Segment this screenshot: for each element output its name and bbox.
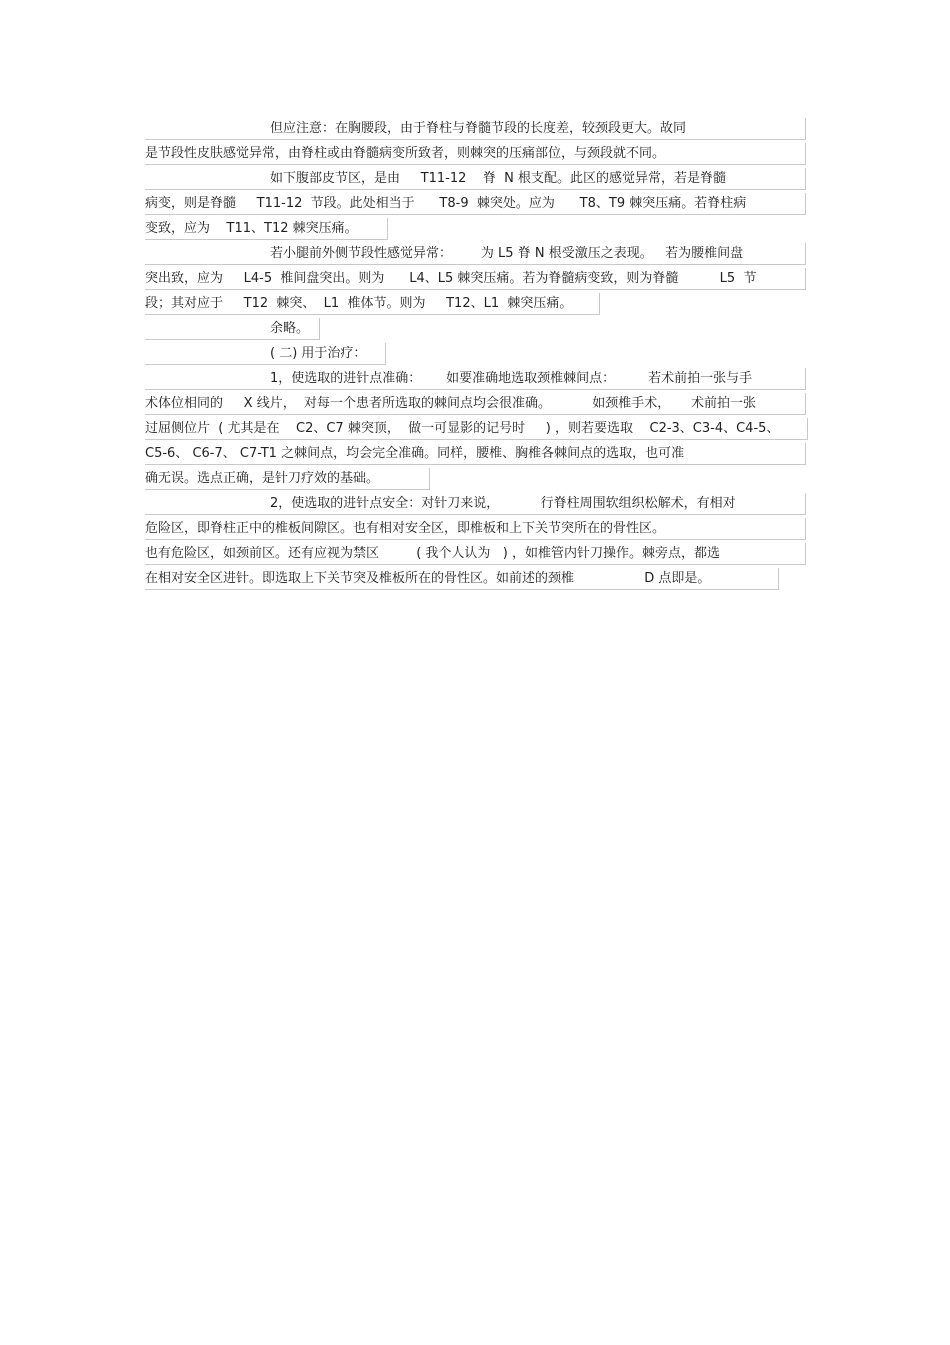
text-line: 是节段性皮肤感觉异常，由脊柱或由脊髓病变所致者，则棘突的压痛部位，与颈段就不同。 (145, 143, 806, 165)
text-line: 2，使选取的进针点安全：对针刀来说， 行脊柱周围软组织松解术，有相对 (145, 493, 806, 515)
text-line: 余略。 (145, 318, 320, 340)
text-line: 如下腹部皮节区，是由 T11-12 脊 N 根支配。此区的感觉异常，若是脊髓 (145, 168, 806, 190)
text-line: 1，使选取的进针点准确： 如要准确地选取颈椎棘间点： 若术前拍一张与手 (145, 368, 806, 390)
text-line: 变致，应为 T11、T12 棘突压痛。 (145, 218, 388, 240)
text-line: 在相对安全区进针。即选取上下关节突及椎板所在的骨性区。如前述的颈椎 D 点即是。 (145, 568, 779, 590)
text-line: 若小腿前外侧节段性感觉异常： 为 L5 脊 N 根受激压之表现。 若为腰椎间盘 (145, 243, 806, 265)
text-line: 但应注意：在胸腰段，由于脊柱与脊髓节段的长度差，较颈段更大。故同 (145, 118, 806, 140)
text-line: 术体位相同的 X 线片， 对每一个患者所选取的棘间点均会很准确。 如颈椎手术， 术前拍一张 (145, 393, 806, 415)
text-line: C5-6、 C6-7、 C7-T1 之棘间点，均会完全准确。同样，腰椎、胸椎各棘间点的选取，也可准 (145, 443, 806, 465)
text-line: 也有危险区，如颈前区。还有应视为禁区 ( 我个人认为 ) ，如椎管内针刀操作。棘旁点，都选 (145, 543, 806, 565)
text-line: 确无误。选点正确，是针刀疗效的基础。 (145, 468, 430, 490)
text-line: 危险区，即脊柱正中的椎板间隙区。也有相对安全区，即椎板和上下关节突所在的骨性区。 (145, 518, 806, 540)
text-line: 过屈侧位片 ( 尤其是在 C2、C7 棘突顶， 做一可显影的记号时 ) ，则若要选取 C2-3、C3-4、C4-5、 (145, 418, 808, 440)
text-line: 突出致，应为 L4-5 椎间盘突出。则为 L4、L5 棘突压痛。若为脊髓病变致，则为脊髓 L5 节 (145, 268, 806, 290)
text-line: ( 二) 用于治疗： (145, 343, 386, 365)
text-line: 病变，则是脊髓 T11-12 节段。此处相当于 T8-9 棘突处。应为 T8、T9 棘突压痛。若脊柱病 (145, 193, 806, 215)
text-line: 段；其对应于 T12 棘突、 L1 椎体节。则为 T12、L1 棘突压痛。 (145, 293, 600, 315)
